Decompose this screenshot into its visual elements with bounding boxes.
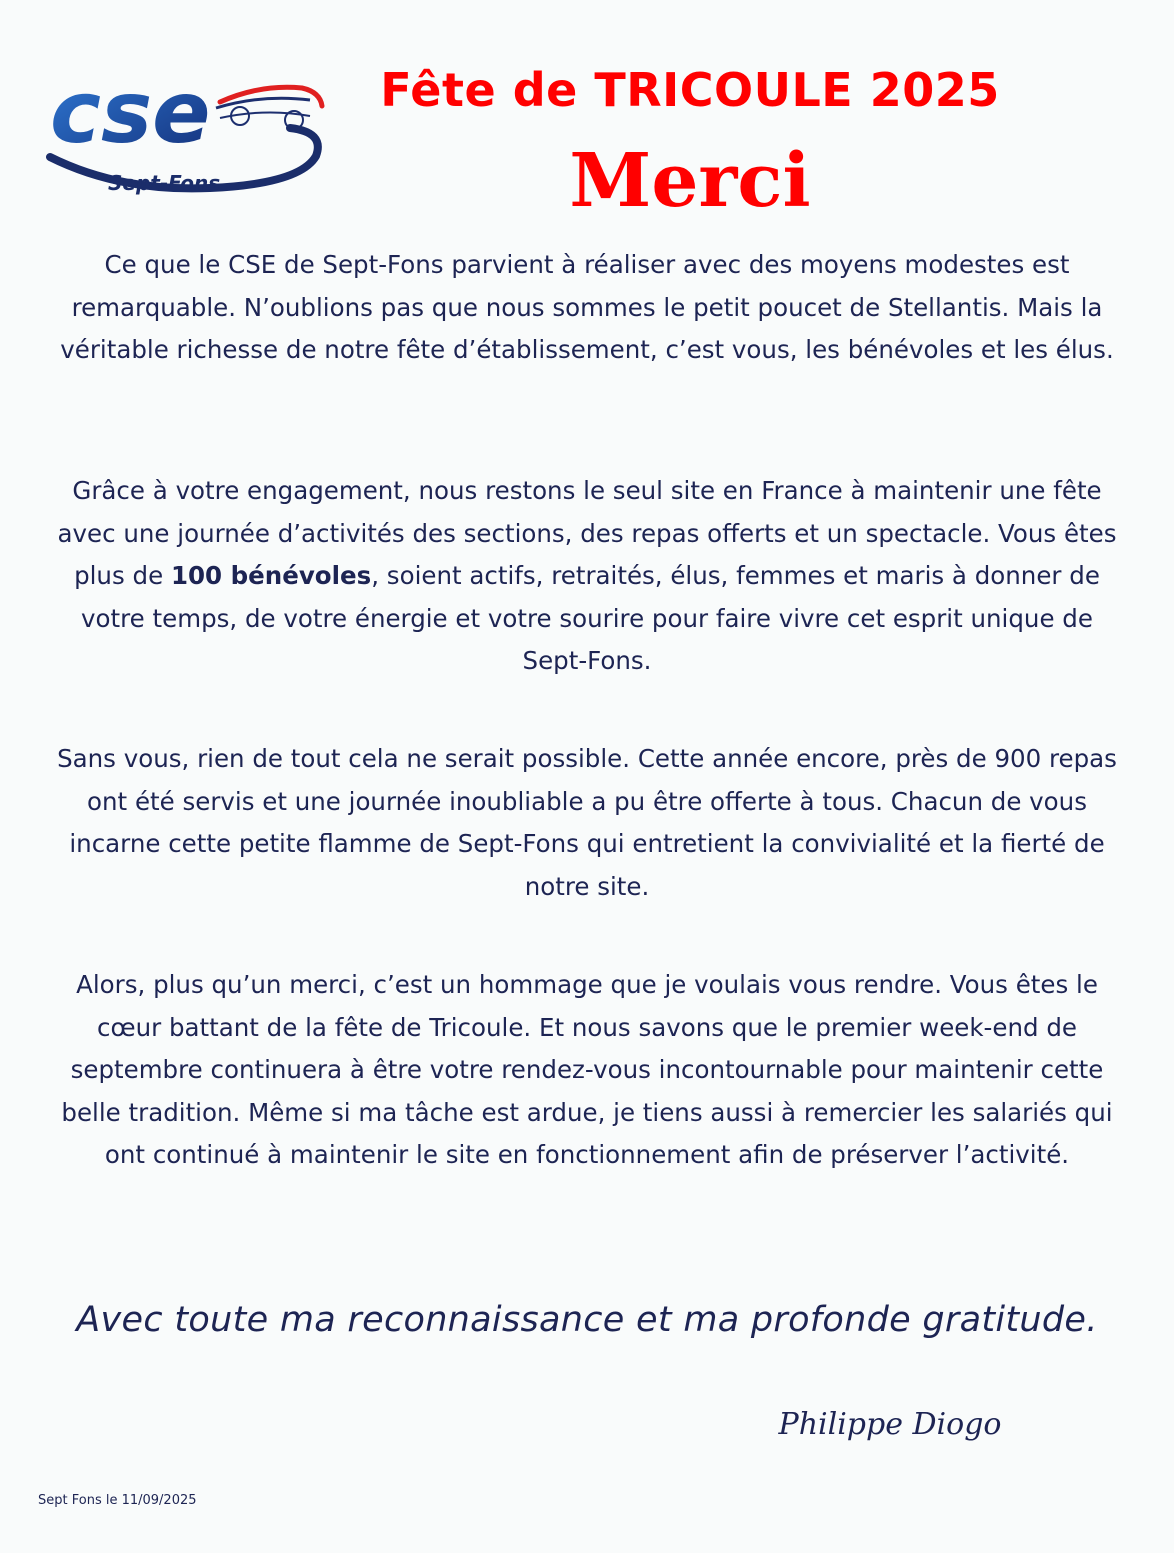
- signature: Philippe Diogo: [778, 1407, 1002, 1442]
- page-title: Fête de TRICOULE 2025: [380, 63, 1000, 117]
- footer-date: Sept Fons le 11/09/2025: [38, 1493, 197, 1508]
- paragraph-2-start: Grâce à votre engagement, nous restons le seul site en France à maintenir une fête avec une journée d’activités des sections, des repas offerts et un spectacle. Vous êtes plus de: [57, 476, 1117, 590]
- page-subtitle-merci: Merci: [569, 138, 811, 224]
- paragraph-4: Alors, plus qu’un merci, c’est un hommage que je voulais vous rendre. Vous êtes le cœur battant de la fête de Tricoule. Et nous savons que le premier week-end de septembre continuera à être votre rendez-vous incontournable pour maintenir cette belle tradition. Même si ma tâche est ardue, je tiens aussi à remercier les salariés qui ont continué à maintenir le site en fonctionnement afin de préserver l’activité.: [61, 970, 1113, 1169]
- logo-subtitle: Sept-Fons: [108, 171, 221, 195]
- paragraph-3: Sans vous, rien de tout cela ne serait possible. Cette année encore, près de 900 repas ont été servis et une journée inoubliable a pu être offerte à tous. Chacun de vous incarne cette petite flamme de Sept-Fons qui entretient la convivialité et la fierté de notre site.: [57, 744, 1117, 901]
- logo-text: cse: [50, 63, 211, 163]
- paragraph-1: Ce que le CSE de Sept-Fons parvient à réaliser avec des moyens modestes est remarquable. N’oublions pas que nous sommes le petit poucet de Stellantis. Mais la véritable richesse de notre fête d’établissement, c’est vous, les bénévoles et les élus.: [60, 250, 1114, 364]
- paragraph-2-end: , soient actifs, retraités, élus, femmes et maris à donner de votre temps, de votre énergie et votre sourire pour faire vivre cet esprit unique de Sept-Fons.: [81, 561, 1100, 675]
- cse-logo: [40, 62, 340, 202]
- paragraph-2: [50, 470, 1124, 683]
- cse-logo-graphic: [40, 62, 340, 202]
- closing-line: Avec toute ma reconnaissance et ma profonde gratitude.: [76, 1300, 1098, 1340]
- volunteer-count: 100 bénévoles: [170, 561, 372, 590]
